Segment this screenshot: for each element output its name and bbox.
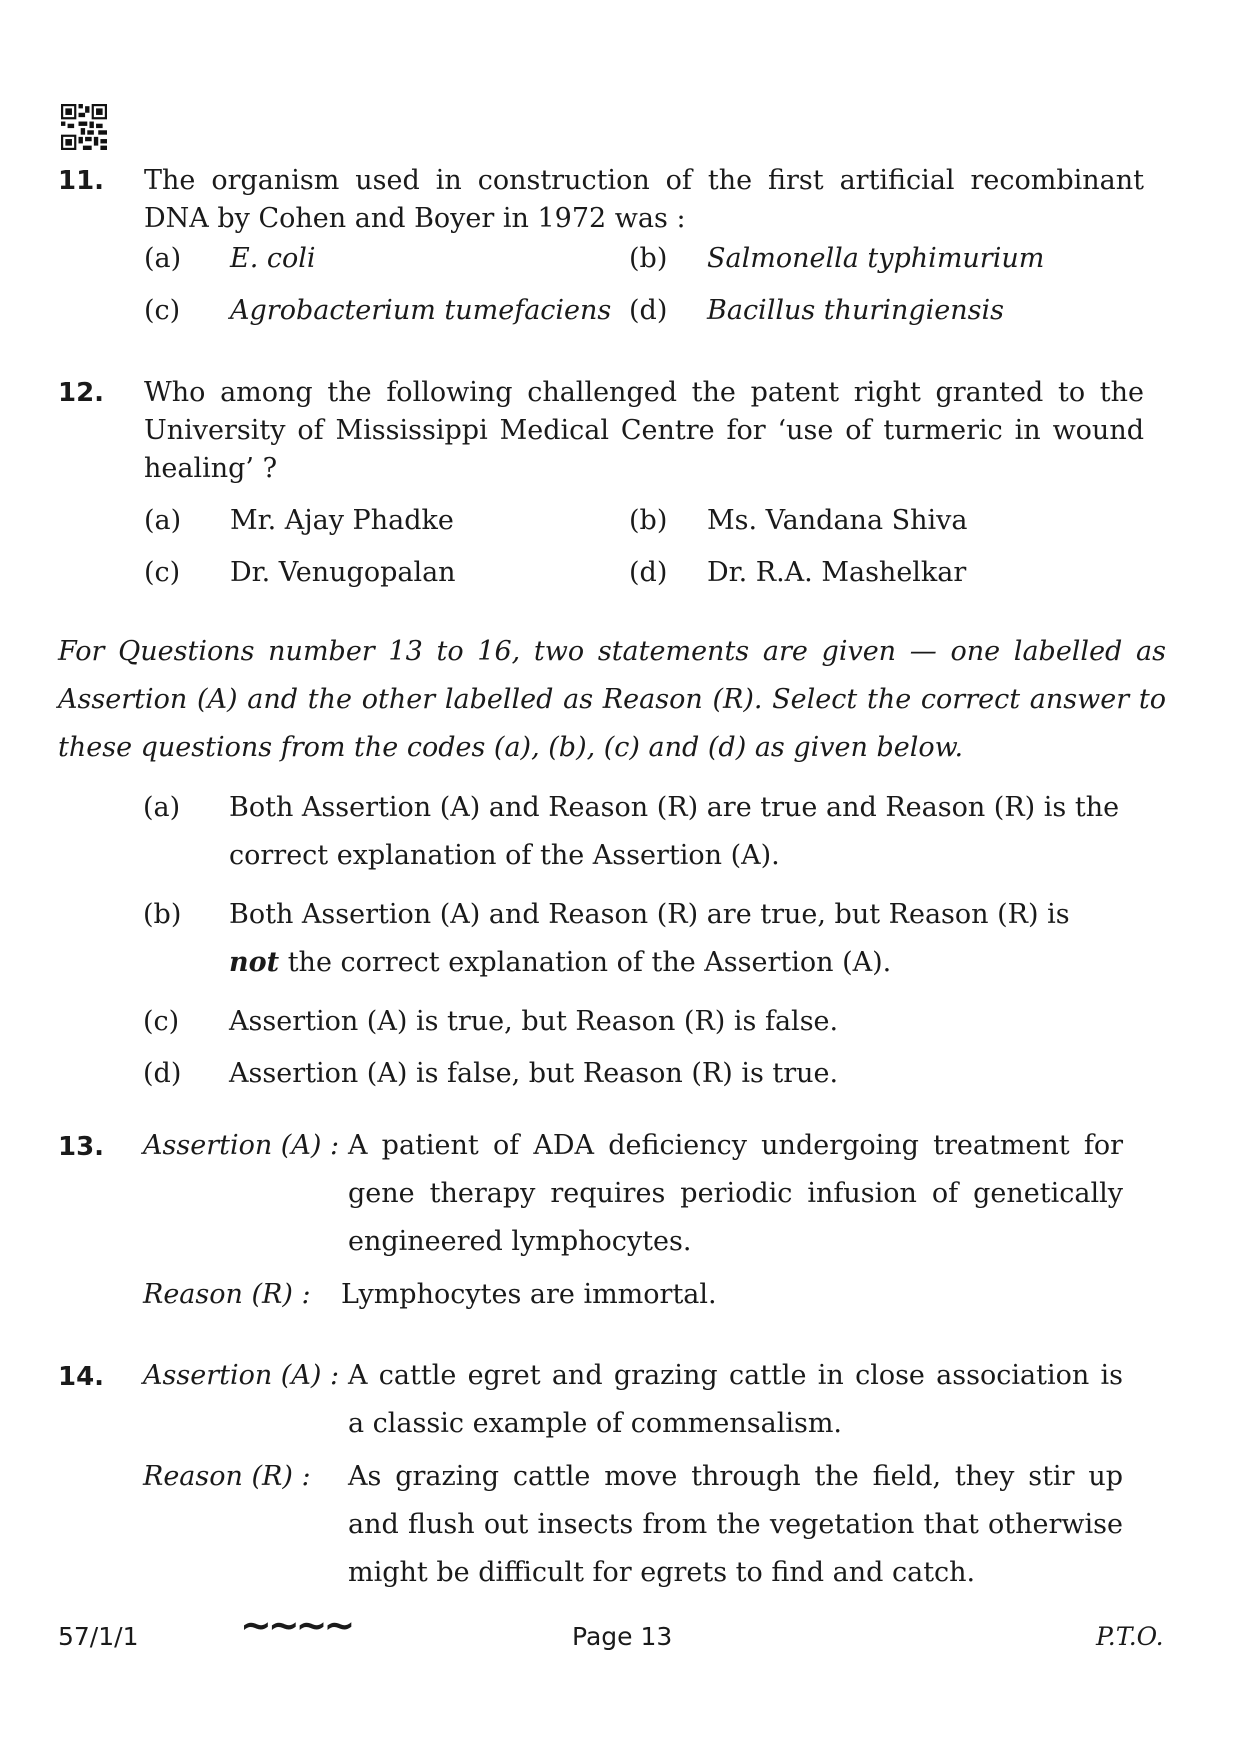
code-label: (d)	[143, 1058, 182, 1089]
option-label: (c)	[144, 557, 181, 588]
assertion-reason-instructions: For Questions number 13 to 16, two statements are given — one labelled as Assertion (A) and the other labelled as Reason (R). Select the correct answer to these questions from the codes (a), (b), (c) and (d) as given below.	[58, 636, 1166, 763]
please-turn-over: P.T.O.	[1096, 1622, 1164, 1651]
qr-code-icon	[61, 104, 107, 150]
question-text: Who among the following challenged the patent right granted to the University of Mississippi Medical Centre for ‘use of turmeric in wound healing’ ?	[144, 377, 1144, 484]
question-number: 11.	[58, 166, 105, 196]
option-label: (a)	[144, 505, 182, 536]
option-label: (d)	[629, 557, 668, 588]
code-text: Assertion (A) is false, but Reason (R) is true.	[229, 1058, 839, 1089]
code-label: (b)	[143, 899, 182, 930]
code-text: Both Assertion (A) and Reason (R) are true and Reason (R) is the correct explanation of the Assertion (A).	[229, 792, 1120, 871]
reason-text: As grazing cattle move through the field, they stir up and flush out insects from the vegetation that otherwise might be difficult for egrets to find and catch.	[348, 1461, 1123, 1588]
option-text: Dr. R.A. Mashelkar	[707, 557, 967, 588]
option-label: (b)	[629, 243, 668, 274]
option-text: E. coli	[230, 243, 316, 274]
code-text-emphasis: not	[229, 947, 280, 978]
question-text: The organism used in construction of the first artificial recombinant DNA by Cohen and Boyer in 1972 was :	[144, 165, 1144, 234]
option-label: (a)	[144, 243, 182, 274]
page-number: Page 13	[572, 1622, 673, 1651]
option-text: Salmonella typhimurium	[707, 243, 1045, 274]
question-14-number: 14.	[58, 1362, 105, 1392]
reason-label: Reason (R) :	[143, 1279, 311, 1310]
assertion-text: A patient of ADA deficiency undergoing treatment for gene therapy requires periodic infusion of genetically engineered lymphocytes.	[348, 1130, 1123, 1257]
question-number: 12.	[58, 378, 105, 408]
option-label: (d)	[629, 295, 668, 326]
code-text	[229, 891, 1124, 987]
code-text-part: the correct explanation of the Assertion (A).	[279, 947, 892, 978]
wave-decoration-icon: ∼∼∼∼	[240, 1603, 352, 1647]
assertion-text: A cattle egret and grazing cattle in close association is a classic example of commensalism.	[348, 1360, 1123, 1439]
assertion-label: Assertion (A) :	[143, 1360, 340, 1391]
code-label: (a)	[143, 792, 181, 823]
code-text-part: Both Assertion (A) and Reason (R) are true, but Reason (R) is	[229, 899, 1070, 930]
option-text: Ms. Vandana Shiva	[707, 505, 968, 536]
option-text: Bacillus thuringiensis	[707, 295, 1004, 326]
reason-text: Lymphocytes are immortal.	[341, 1279, 717, 1310]
option-label: (c)	[144, 295, 181, 326]
option-label: (b)	[629, 505, 668, 536]
code-text: Assertion (A) is true, but Reason (R) is false.	[229, 1006, 839, 1037]
code-label: (c)	[143, 1006, 180, 1037]
option-text: Dr. Venugopalan	[230, 557, 456, 588]
option-text: Agrobacterium tumefaciens	[230, 295, 612, 326]
question-13-number: 13.	[58, 1132, 105, 1162]
paper-code: 57/1/1	[58, 1622, 139, 1651]
assertion-label: Assertion (A) :	[143, 1130, 340, 1161]
reason-label: Reason (R) :	[143, 1461, 311, 1492]
option-text: Mr. Ajay Phadke	[230, 505, 454, 536]
